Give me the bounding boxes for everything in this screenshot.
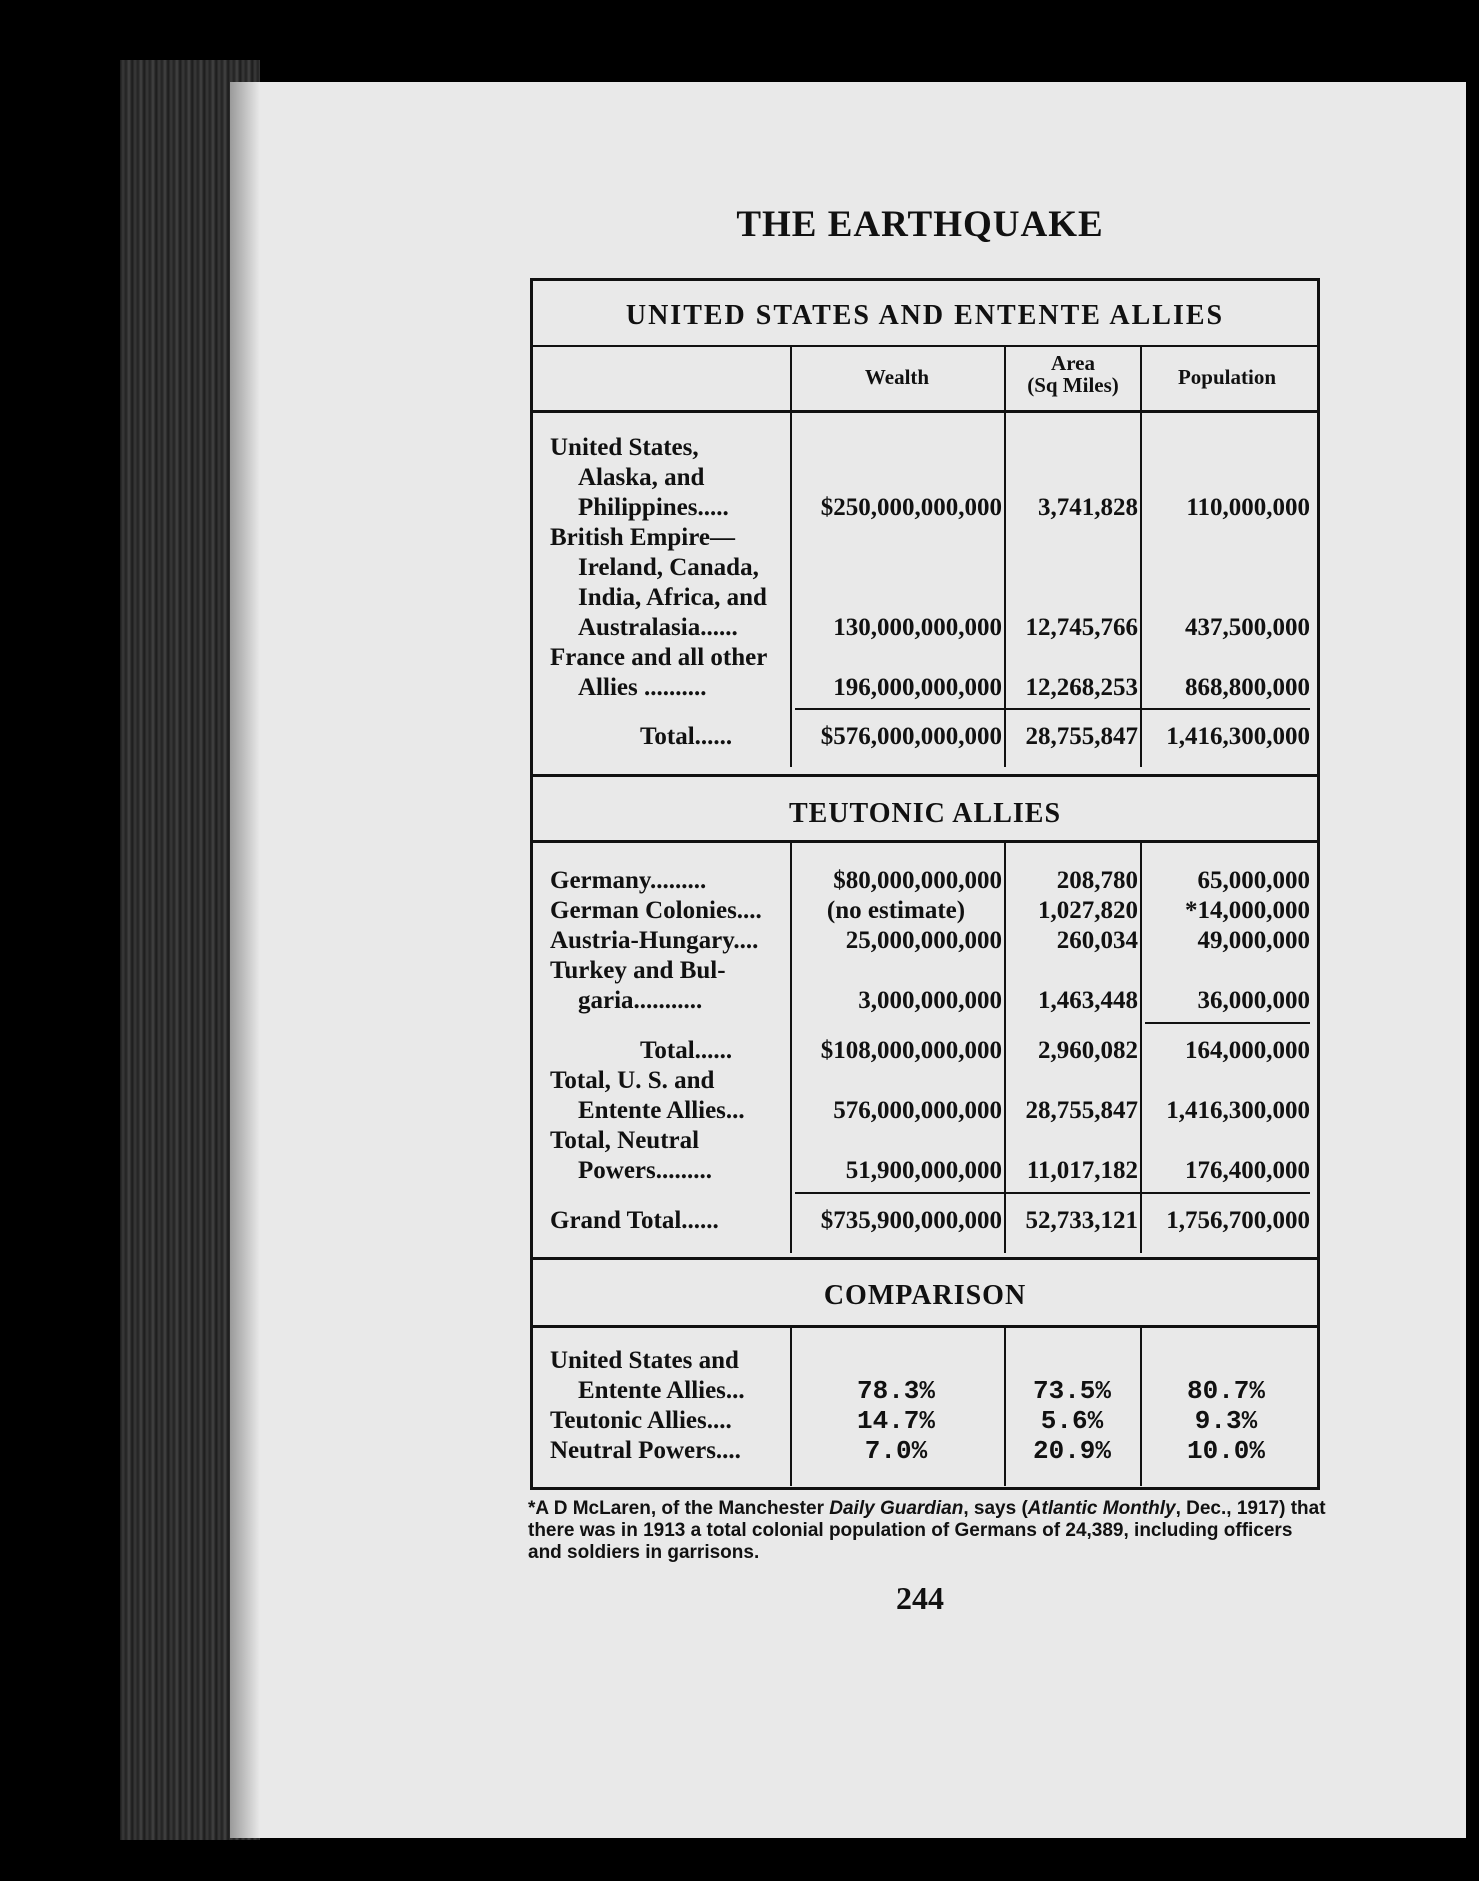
footnote-magazine: Atlantic Monthly [1027,1498,1176,1519]
table-total-population: 1,416,300,000 [1166,723,1310,750]
divider [533,410,1317,413]
table-row-label [550,523,790,643]
table-cell-population: 437,500,000 [1185,614,1310,641]
column-header-area-line1: Area [1051,351,1095,375]
table-cell-area: 3,741,828 [1038,494,1138,521]
table-cell-population: 65,000,000 [1197,867,1310,894]
table-cell-area: 11,017,182 [1026,1157,1138,1184]
table-row-label [550,1066,790,1126]
table-cell-wealth: $80,000,000,000 [833,867,1002,894]
column-rule [1140,347,1142,767]
table-row-label [550,1346,790,1406]
table-cell-wealth-pct: 7.0% [864,1436,928,1466]
table-row-label: Neutral Powers.... [550,1437,741,1464]
table-cell-population-pct: 10.0% [1186,1436,1265,1466]
table-cell-area: 1,027,820 [1038,897,1138,924]
section-title-entente: UNITED STATES AND ENTENTE ALLIES [625,300,1225,331]
table-row-label: Teutonic Allies.... [550,1407,732,1434]
table-grand-total-wealth: $735,900,000,000 [820,1207,1002,1234]
column-rule [1004,347,1006,767]
label-line: Ireland, Canada, [578,554,759,581]
column-rule [790,347,792,767]
running-head: THE EARTHQUAKE [736,204,1104,245]
table-row-label [550,1126,790,1186]
label-line: British Empire— [550,524,735,551]
label-line: United States, [550,434,699,461]
divider [533,1257,1317,1260]
table-cell-area: 1,463,448 [1038,987,1138,1014]
table-row-label: Austria-Hungary.... [550,927,759,954]
label-line: France and all other [550,644,768,671]
footnote [528,1498,1328,1564]
sum-rule [795,708,1310,710]
table-cell-wealth-pct: 78.3% [856,1376,935,1406]
table-row-label [550,956,790,1016]
table-row-label [550,643,790,703]
table-cell-wealth: 25,000,000,000 [845,927,1002,954]
table-cell-population: *14,000,000 [1185,897,1310,924]
label-line: garia........... [578,987,703,1014]
table-cell-population: 36,000,000 [1197,987,1310,1014]
divider [533,345,1317,347]
divider [533,1325,1317,1328]
table-total-wealth: $108,000,000,000 [820,1037,1002,1064]
label-line: Entente Allies... [578,1377,745,1404]
table-total-area: 28,755,847 [1025,723,1138,750]
table-cell-population: 49,000,000 [1197,927,1310,954]
table-cell-population: 110,000,000 [1186,494,1310,521]
column-header-area-line2: (Sq Miles) [1027,373,1119,397]
column-header-population: Population [1177,365,1277,389]
label-line: Turkey and Bul- [550,957,726,984]
label-line: Total, Neutral [550,1127,700,1154]
divider [533,774,1317,777]
table-total-population: 164,000,000 [1185,1037,1310,1064]
table-grand-total-label: Grand Total...... [550,1207,719,1234]
table-grand-total-population: 1,756,700,000 [1166,1207,1310,1234]
table-cell-wealth: (no estimate) [826,897,966,924]
table-cell-population-pct: 80.7% [1186,1376,1265,1406]
table-cell-area: 260,034 [1056,927,1138,954]
table-cell-area-pct: 20.9% [1032,1436,1111,1466]
footnote-text: *A D McLaren, of the Manchester [528,1498,830,1519]
table-cell-wealth-pct: 14.7% [856,1406,935,1436]
table-cell-wealth: 3,000,000,000 [858,987,1002,1014]
label-line: India, Africa, and [578,584,767,611]
section-title-comparison: COMPARISON [823,1280,1027,1311]
sum-rule [795,1192,1310,1194]
table-cell-area: 208,780 [1056,867,1138,894]
table-cell-wealth: $250,000,000,000 [820,494,1002,521]
page-number: 244 [896,1580,944,1616]
column-header-wealth: Wealth [864,365,930,389]
table-total-label: Total...... [640,723,733,750]
table-cell-area-pct: 5.6% [1040,1406,1104,1436]
label-line: Australasia...... [578,614,738,641]
footnote-text: , says ( [963,1498,1028,1519]
table-cell-wealth: 576,000,000,000 [833,1097,1002,1124]
label-line: Allies .......... [578,674,707,701]
table-cell-area: 12,268,253 [1025,674,1138,701]
table-grand-total-area: 52,733,121 [1025,1207,1138,1234]
table-cell-population-pct: 9.3% [1194,1406,1258,1436]
table-cell-population: 176,400,000 [1185,1157,1310,1184]
footnote-text: , Dec., 1917) that there was in 1913 a total colonial population of Germans of 24,389, including officers and soldiers in garrisons. [528,1498,1326,1563]
sum-rule [1145,1022,1310,1024]
table-cell-population: 1,416,300,000 [1166,1097,1310,1124]
table-cell-area: 28,755,847 [1025,1097,1138,1124]
table-total-wealth: $576,000,000,000 [820,723,1002,750]
divider [533,840,1317,843]
table-row-label: German Colonies.... [550,897,762,924]
table-cell-wealth: 196,000,000,000 [833,674,1002,701]
table-cell-area: 12,745,766 [1025,614,1138,641]
table-row-label [550,433,790,523]
footnote-newspaper: Daily Guardian [829,1498,964,1519]
page-right-edge [1466,60,1479,1860]
label-line: Total, U. S. and [550,1067,715,1094]
table-row-label: Germany......... [550,867,707,894]
table-cell-population: 868,800,000 [1185,674,1310,701]
table-cell-wealth: 51,900,000,000 [845,1157,1002,1184]
table-cell-area-pct: 73.5% [1032,1376,1111,1406]
label-line: Powers......... [578,1157,712,1184]
page-gutter-shadow [230,82,260,1838]
section-title-teutonic: TEUTONIC ALLIES [788,798,1062,829]
label-line: Alaska, and [578,464,705,491]
table-cell-wealth: 130,000,000,000 [833,614,1002,641]
column-header-area [1006,352,1140,396]
table-total-area: 2,960,082 [1038,1037,1138,1064]
table-total-label: Total...... [640,1037,733,1064]
label-line: Entente Allies... [578,1097,745,1124]
label-line: United States and [550,1347,739,1374]
label-line: Philippines..... [578,494,729,521]
